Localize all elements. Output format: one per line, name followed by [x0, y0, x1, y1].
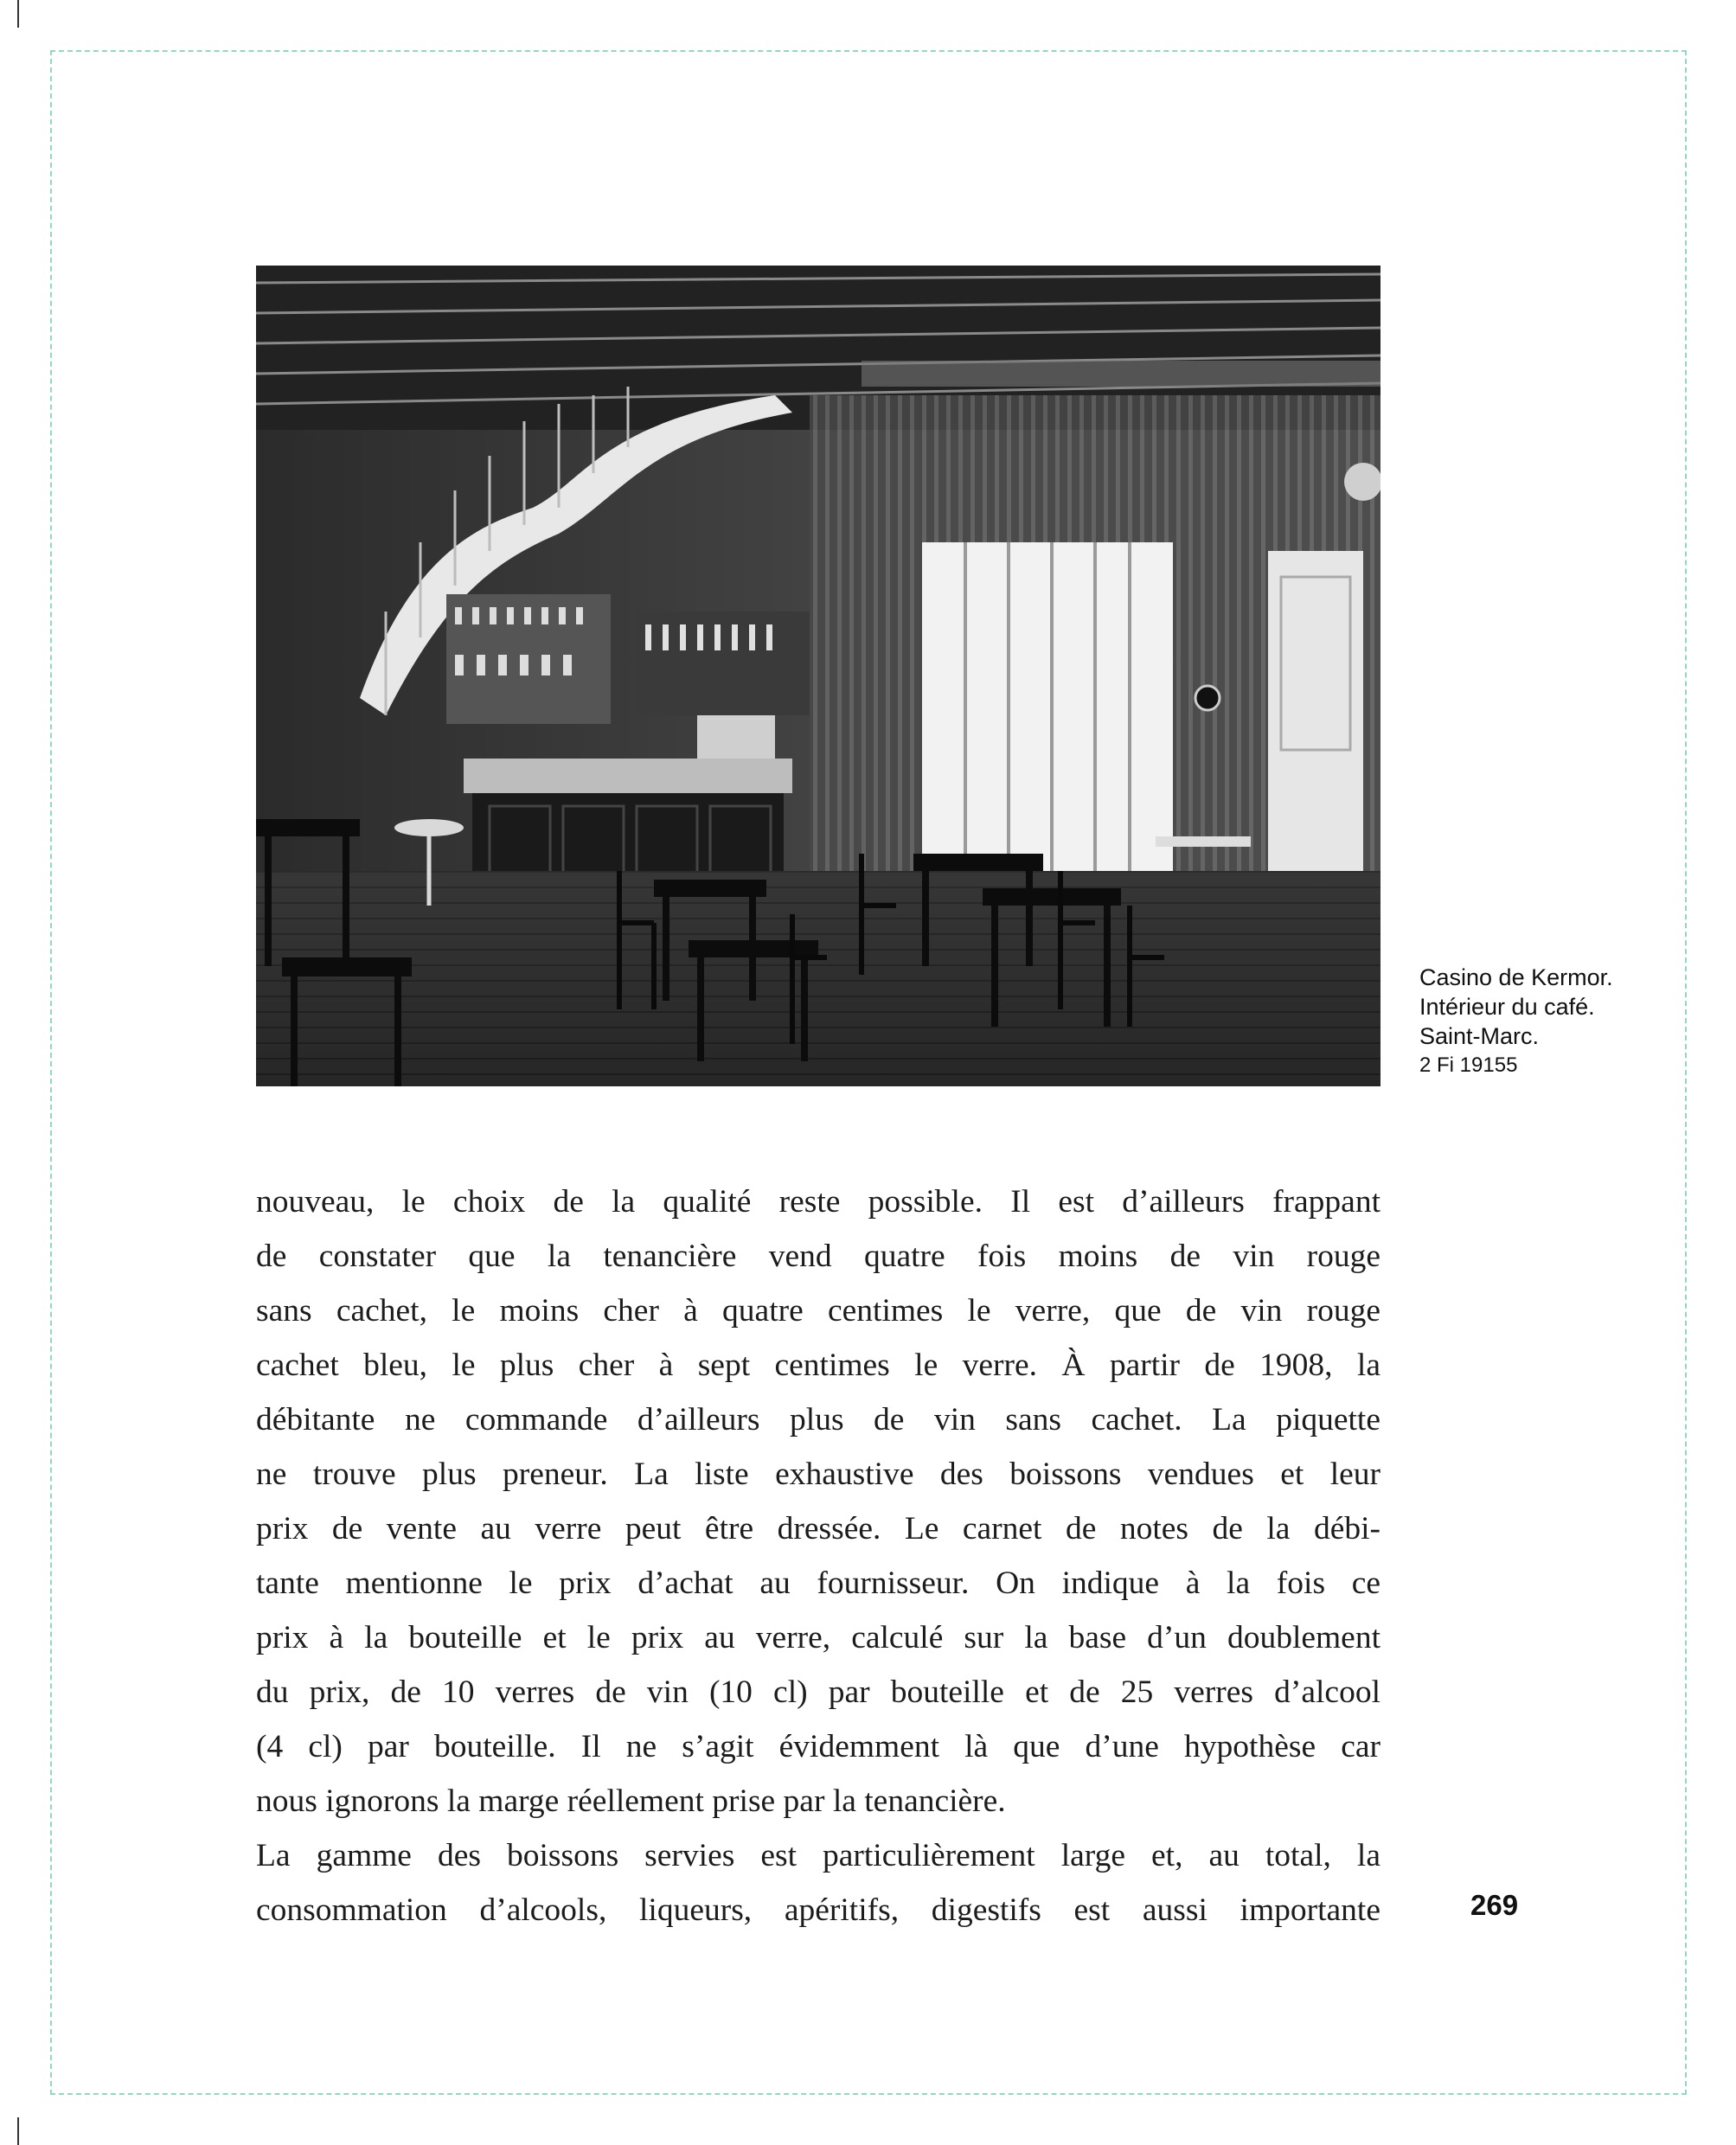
body-line: prix à la bouteille et le prix au verre, calculé sur la base d’un doublement [256, 1620, 1380, 1655]
caption-line-2: Intérieur du café. [1419, 994, 1595, 1020]
body-line: débitante ne commande d’ailleurs plus de vin sans cachet. La piquette [256, 1402, 1380, 1437]
body-line: consommation d’alcools, liqueurs, apéritifs, digestifs est aussi importante [256, 1892, 1380, 1928]
caption-reference: 2 Fi 19155 [1419, 1053, 1518, 1077]
body-line: cachet bleu, le plus cher à sept centimes le verre. À partir de 1908, la [256, 1348, 1380, 1383]
body-text [256, 1175, 1380, 1937]
cafe-interior-photo [256, 266, 1380, 1086]
body-line: (4 cl) par bouteille. Il ne s’agit évidemment là que d’une hypothèse car [256, 1729, 1380, 1764]
crop-mark-top [17, 0, 19, 28]
photo-caption [1419, 963, 1679, 1080]
body-line: nous ignorons la marge réellement prise par la tenancière. [256, 1783, 1006, 1819]
body-line: sans cachet, le moins cher à quatre centimes le verre, que de vin rouge [256, 1293, 1380, 1329]
body-line: tante mentionne le prix d’achat au fournisseur. On indique à la fois ce [256, 1566, 1380, 1601]
page-number: 269 [1470, 1889, 1519, 1921]
caption-line-3: Saint-Marc. [1419, 1023, 1540, 1049]
body-line: du prix, de 10 verres de vin (10 cl) par bouteille et de 25 verres d’alcool [256, 1674, 1380, 1710]
crop-mark-bottom [17, 2117, 19, 2145]
caption-line-1: Casino de Kermor. [1419, 964, 1613, 990]
body-line: La gamme des boissons servies est particulièrement large et, au total, la [256, 1838, 1380, 1873]
body-line: prix de vente au verre peut être dressée. Le carnet de notes de la débi- [256, 1511, 1380, 1546]
body-line: ne trouve plus preneur. La liste exhaustive des boissons vendues et leur [256, 1457, 1380, 1492]
body-line: nouveau, le choix de la qualité reste possible. Il est d’ailleurs frappant [256, 1184, 1380, 1220]
body-line: de constater que la tenancière vend quatre fois moins de vin rouge [256, 1239, 1380, 1274]
